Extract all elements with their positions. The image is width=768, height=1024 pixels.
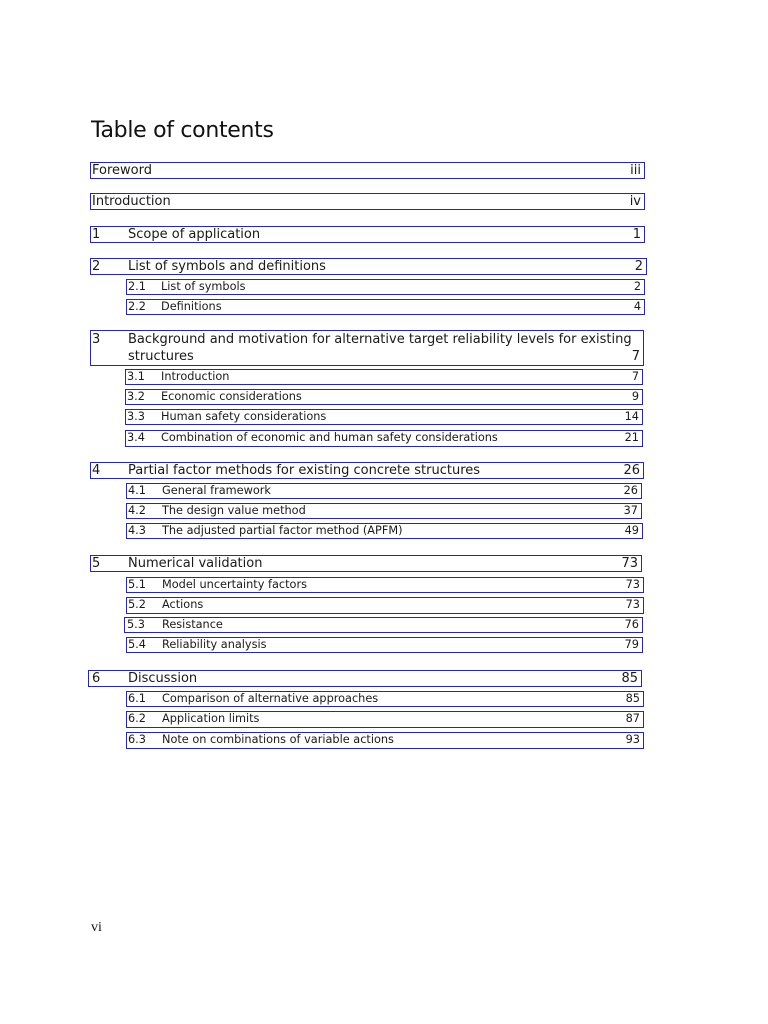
toc-section-title: Combination of economic and human safety considerations (161, 431, 498, 444)
toc-section-number: 3.4 (127, 431, 145, 444)
toc-chapter-number: 6 (92, 671, 101, 686)
toc-section-3-1[interactable] (125, 369, 643, 385)
toc-chapter-number: 2 (92, 259, 101, 274)
toc-chapter-title-line2: structures (128, 349, 194, 364)
toc-section-title: General framework (162, 484, 271, 497)
toc-chapter-title: List of symbols and definitions (128, 259, 326, 274)
toc-entry-page: 1 (632, 227, 641, 242)
toc-section-number: 4.2 (128, 504, 146, 517)
footer-page-number: vi (91, 920, 102, 935)
toc-chapter-2[interactable] (90, 258, 647, 275)
toc-entry-page: 85 (625, 692, 640, 705)
toc-entry-page: 4 (633, 300, 641, 313)
toc-chapter-title-line1: Background and motivation for alternative target reliability levels for existing (128, 332, 632, 347)
toc-chapter-number: 4 (92, 463, 101, 478)
page-title: Table of contents (91, 118, 274, 143)
toc-entry-page: 37 (623, 504, 638, 517)
toc-entry-page: 2 (634, 259, 643, 274)
toc-section-number: 5.1 (128, 578, 146, 591)
toc-entry-title: Introduction (92, 194, 171, 209)
toc-chapter-title: Numerical validation (128, 556, 263, 571)
toc-entry-page: 26 (623, 484, 638, 497)
toc-entry-page: 73 (625, 598, 640, 611)
toc-chapter-title: Discussion (128, 671, 198, 686)
toc-entry-page: iii (630, 163, 641, 178)
toc-section-number: 5.3 (127, 618, 145, 631)
toc-section-4-1[interactable] (126, 483, 642, 499)
toc-section-number: 3.2 (127, 390, 145, 403)
toc-section-number: 3.3 (127, 410, 145, 423)
toc-section-number: 6.2 (128, 712, 146, 725)
toc-section-title: Actions (162, 598, 204, 611)
toc-section-5-4[interactable] (126, 637, 643, 653)
toc-chapter-number: 5 (92, 556, 101, 571)
toc-entry-page: 26 (623, 463, 640, 478)
toc-section-title: Definitions (161, 300, 222, 313)
toc-chapter-title: Partial factor methods for existing concrete structures (128, 463, 481, 478)
toc-section-2-1[interactable] (126, 279, 645, 295)
toc-entry-page: 7 (631, 370, 639, 383)
toc-chapter-title: Scope of application (128, 227, 261, 242)
toc-section-title: Introduction (161, 370, 230, 383)
toc-chapter-number: 3 (92, 332, 101, 347)
toc-section-5-1[interactable] (126, 577, 644, 593)
toc-entry-page: 85 (621, 671, 638, 686)
toc-entry-page: 2 (633, 280, 641, 293)
toc-chapter-5[interactable] (90, 555, 642, 572)
toc-entry-page: 9 (631, 390, 639, 403)
toc-section-number: 6.1 (128, 692, 146, 705)
toc-section-2-2[interactable] (126, 299, 645, 315)
toc-section-title: The adjusted partial factor method (APFM) (162, 524, 403, 537)
toc-section-3-3[interactable] (125, 409, 643, 425)
toc-section-title: Comparison of alternative approaches (162, 692, 379, 705)
toc-entry-page: 76 (624, 618, 639, 631)
toc-section-number: 2.2 (128, 300, 146, 313)
toc-section-title: Resistance (162, 618, 223, 631)
toc-section-number: 3.1 (127, 370, 145, 383)
toc-section-5-2[interactable] (126, 597, 644, 614)
toc-section-3-4[interactable] (125, 430, 643, 447)
toc-section-5-3[interactable] (124, 617, 643, 633)
toc-chapter-4[interactable] (90, 462, 644, 479)
toc-section-number: 5.2 (128, 598, 146, 611)
toc-section-title: The design value method (162, 504, 306, 517)
toc-entry-title: Foreword (92, 163, 152, 178)
toc-entry-page: 87 (625, 712, 640, 725)
toc-section-number: 5.4 (128, 638, 146, 651)
toc-section-6-2[interactable] (126, 711, 644, 728)
toc-entry-page: 79 (624, 638, 639, 651)
toc-entry-foreword[interactable] (90, 162, 645, 179)
toc-chapter-number: 1 (92, 227, 101, 242)
toc-entry-page: iv (629, 194, 641, 209)
toc-chapter-6[interactable] (88, 670, 642, 687)
toc-section-number: 4.1 (128, 484, 146, 497)
toc-entry-page: 7 (631, 349, 640, 364)
toc-section-title: Application limits (162, 712, 260, 725)
toc-section-3-2[interactable] (125, 389, 643, 405)
toc-entry-page: 49 (624, 524, 639, 537)
toc-section-4-2[interactable] (126, 503, 642, 519)
toc-section-number: 6.3 (128, 733, 146, 746)
toc-section-4-3[interactable] (126, 523, 643, 539)
toc-section-title: Reliability analysis (162, 638, 267, 651)
toc-section-number: 4.3 (128, 524, 146, 537)
toc-entry-page: 93 (625, 733, 640, 746)
toc-entry-page: 73 (621, 556, 638, 571)
toc-section-title: Economic considerations (161, 390, 302, 403)
toc-section-title: Note on combinations of variable actions (162, 733, 394, 746)
toc-section-6-3[interactable] (126, 732, 644, 749)
toc-entry-page: 21 (624, 431, 639, 444)
toc-chapter-3[interactable] (90, 330, 644, 366)
toc-section-title: List of symbols (161, 280, 246, 293)
toc-entry-page: 73 (625, 578, 640, 591)
toc-chapter-1[interactable] (90, 226, 645, 243)
toc-entry-page: 14 (624, 410, 639, 423)
toc-section-title: Human safety considerations (161, 410, 327, 423)
toc-entry-introduction[interactable] (90, 193, 645, 210)
toc-section-6-1[interactable] (126, 691, 644, 707)
toc-section-title: Model uncertainty factors (162, 578, 307, 591)
toc-section-number: 2.1 (128, 280, 146, 293)
